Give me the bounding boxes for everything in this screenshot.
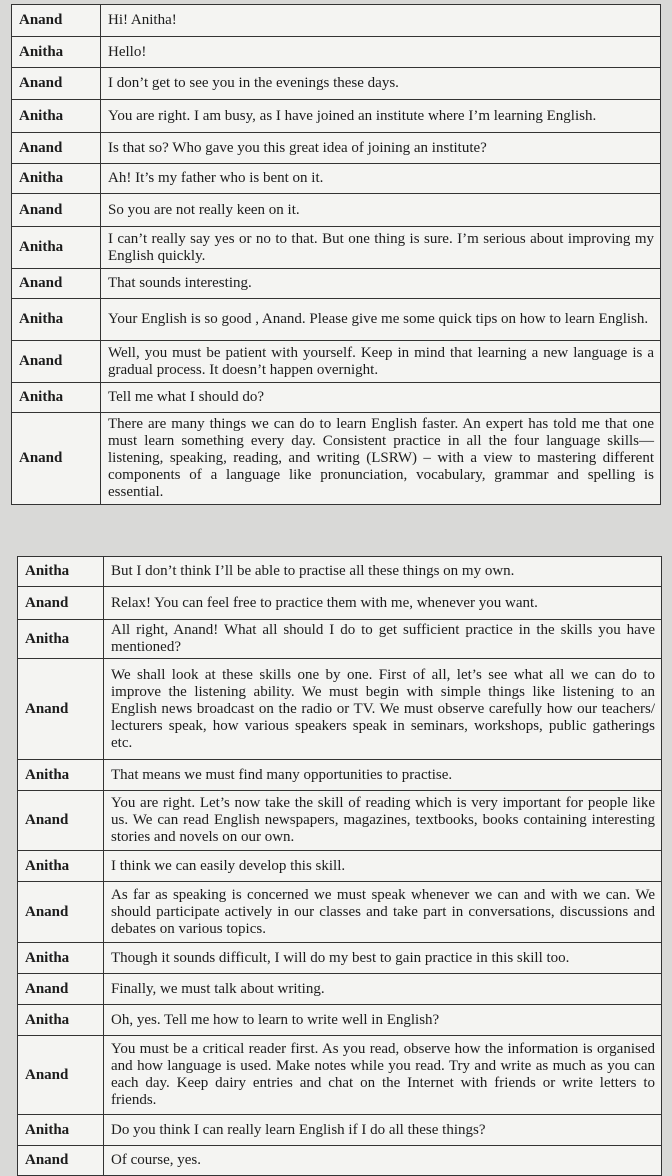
- dialogue-line: I can’t really say yes or no to that. But one thing is sure. I’m serious about improving my English quickly.: [101, 227, 661, 269]
- speaker-name: Anitha: [12, 164, 101, 194]
- dialogue-line: Hi! Anitha!: [101, 5, 661, 37]
- speaker-name: Anand: [12, 133, 101, 164]
- dialogue-row: [18, 943, 662, 974]
- speaker-name: Anitha: [18, 1115, 104, 1146]
- dialogue-line: Relax! You can feel free to practice them with me, whenever you want.: [104, 587, 662, 620]
- dialogue-row: [12, 341, 661, 383]
- dialogue-row: [18, 1036, 662, 1115]
- dialogue-row: [18, 791, 662, 851]
- dialogue-row: [18, 1146, 662, 1176]
- dialogue-table-part-1: [11, 4, 661, 505]
- dialogue-row: [12, 133, 661, 164]
- dialogue-line: Do you think I can really learn English if I do all these things?: [104, 1115, 662, 1146]
- dialogue-line: Well, you must be patient with yourself. Keep in mind that learning a new language is a gradual process. It doesn’t happen overnight.: [101, 341, 661, 383]
- dialogue-line: That sounds interesting.: [101, 269, 661, 299]
- dialogue-row: [18, 1115, 662, 1146]
- speaker-name: Anitha: [12, 299, 101, 341]
- dialogue-line: All right, Anand! What all should I do to get sufficient practice in the skills you have mentioned?: [104, 620, 662, 659]
- dialogue-line: There are many things we can do to learn English faster. An expert has told me that one must learn something every day. Consistent practice in all the four language skills—listening, speaking, reading, and writing (LSRW) – with a view to mastering different components of a language like pronunciation, vocabulary, grammar and spelling is essential.: [101, 413, 661, 505]
- dialogue-line: I don’t get to see you in the evenings these days.: [101, 68, 661, 100]
- speaker-name: Anitha: [18, 851, 104, 882]
- dialogue-row: [12, 413, 661, 505]
- speaker-name: Anitha: [18, 943, 104, 974]
- dialogue-row: [18, 851, 662, 882]
- speaker-name: Anitha: [18, 557, 104, 587]
- dialogue-row: [18, 620, 662, 659]
- dialogue-line: You are right. I am busy, as I have joined an institute where I’m learning English.: [101, 100, 661, 133]
- dialogue-row: [12, 299, 661, 341]
- dialogue-line: So you are not really keen on it.: [101, 194, 661, 227]
- speaker-name: Anand: [18, 791, 104, 851]
- speaker-name: Anitha: [12, 37, 101, 68]
- speaker-name: Anand: [12, 194, 101, 227]
- dialogue-line: Tell me what I should do?: [101, 383, 661, 413]
- dialogue-line: But I don’t think I’ll be able to practise all these things on my own.: [104, 557, 662, 587]
- dialogue-row: [12, 164, 661, 194]
- dialogue-row: [18, 974, 662, 1005]
- dialogue-line: You are right. Let’s now take the skill of reading which is very important for people like us. We can read English newspapers, magazines, textbooks, books containing interesting stories and novels on our own.: [104, 791, 662, 851]
- dialogue-line: Finally, we must talk about writing.: [104, 974, 662, 1005]
- dialogue-line: You must be a critical reader first. As you read, observe how the information is organised and how language is used. Make notes while you read. Try and write as much as you can each day. Keep dairy entries and chat on the Internet with friends or write letters to friends.: [104, 1036, 662, 1115]
- dialogue-line: Though it sounds difficult, I will do my best to gain practice in this skill too.: [104, 943, 662, 974]
- dialogue-table-part-2: [17, 556, 662, 1176]
- dialogue-row: [12, 100, 661, 133]
- dialogue-line: Of course, yes.: [104, 1146, 662, 1176]
- dialogue-line: We shall look at these skills one by one. First of all, let’s see what all we can do to improve the listening ability. We must begin with simple things like listening to an English news broadcast on the radio or TV. We must observe carefully how our teachers/ lecturers speak, how various speakers speak in seminars, workshops, public gatherings etc.: [104, 659, 662, 760]
- speaker-name: Anitha: [12, 227, 101, 269]
- speaker-name: Anand: [18, 1036, 104, 1115]
- dialogue-row: [18, 1005, 662, 1036]
- dialogue-row: [12, 227, 661, 269]
- speaker-name: Anand: [12, 68, 101, 100]
- dialogue-line: Is that so? Who gave you this great idea of joining an institute?: [101, 133, 661, 164]
- dialogue-line: That means we must find many opportunities to practise.: [104, 760, 662, 791]
- dialogue-row: [18, 587, 662, 620]
- dialogue-line: I think we can easily develop this skill.: [104, 851, 662, 882]
- speaker-name: Anand: [18, 882, 104, 943]
- dialogue-line: As far as speaking is concerned we must speak whenever we can and with we can. We should participate actively in our classes and take part in conversations, discussions and debates on various topics.: [104, 882, 662, 943]
- speaker-name: Anand: [18, 587, 104, 620]
- speaker-name: Anand: [12, 269, 101, 299]
- speaker-name: Anand: [12, 413, 101, 505]
- speaker-name: Anand: [18, 1146, 104, 1176]
- speaker-name: Anitha: [18, 620, 104, 659]
- speaker-name: Anitha: [18, 1005, 104, 1036]
- speaker-name: Anand: [18, 974, 104, 1005]
- dialogue-row: [18, 760, 662, 791]
- dialogue-row: [12, 37, 661, 68]
- dialogue-line: Hello!: [101, 37, 661, 68]
- speaker-name: Anand: [18, 659, 104, 760]
- dialogue-line: Ah! It’s my father who is bent on it.: [101, 164, 661, 194]
- dialogue-line: Your English is so good , Anand. Please give me some quick tips on how to learn English.: [101, 299, 661, 341]
- dialogue-row: [12, 68, 661, 100]
- dialogue-row: [12, 194, 661, 227]
- dialogue-row: [18, 557, 662, 587]
- speaker-name: Anitha: [18, 760, 104, 791]
- dialogue-row: [12, 269, 661, 299]
- dialogue-row: [18, 882, 662, 943]
- dialogue-line: Oh, yes. Tell me how to learn to write well in English?: [104, 1005, 662, 1036]
- speaker-name: Anitha: [12, 383, 101, 413]
- dialogue-row: [12, 383, 661, 413]
- dialogue-row: [18, 659, 662, 760]
- speaker-name: Anand: [12, 341, 101, 383]
- speaker-name: Anand: [12, 5, 101, 37]
- dialogue-row: [12, 5, 661, 37]
- speaker-name: Anitha: [12, 100, 101, 133]
